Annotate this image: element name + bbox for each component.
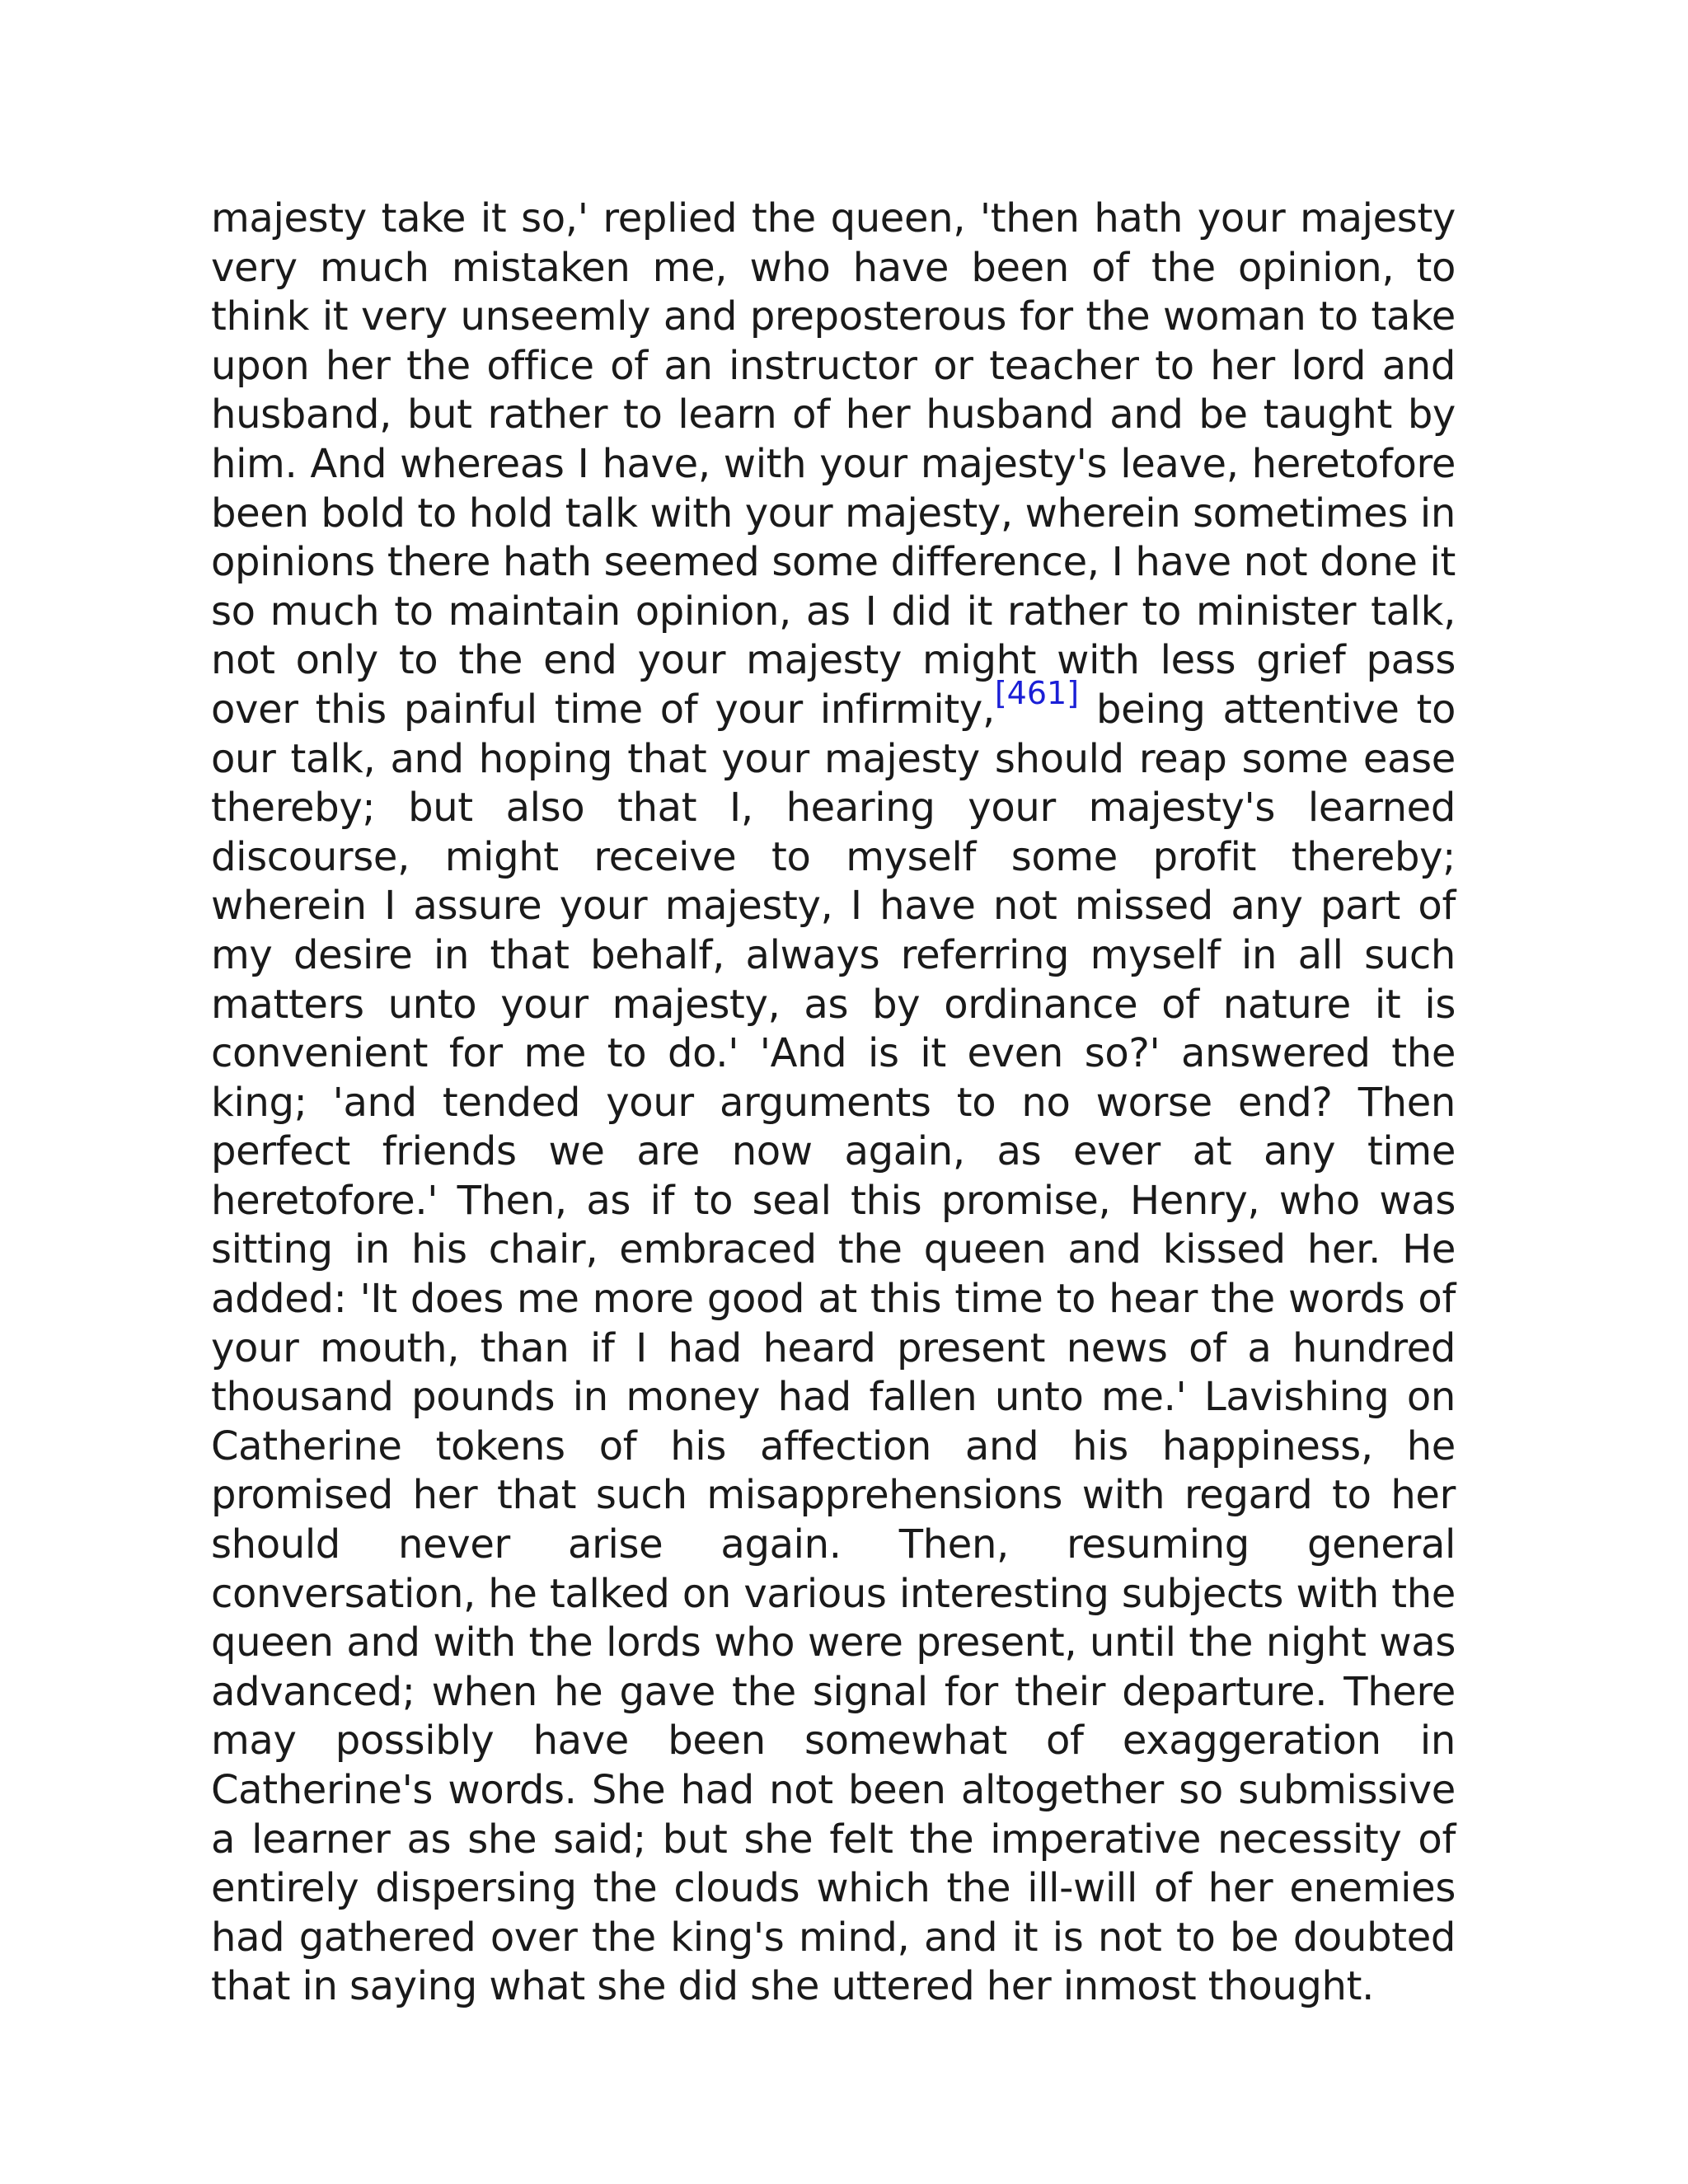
document-page — [211, 194, 1456, 2012]
paragraph-text-before-note: majesty take it so,' replied the queen, 'then hath your majesty very much mistaken me, who have been of the opinion, to think it very unseemly and preposterous for the woman to take upon her the office of an instructor or teacher to her lord and husband, but rather to learn of her husband and be taught by him. And whereas I have, with your majesty's leave, heretofore been bold to hold talk with your majesty, wherein sometimes in opinions there hath seemed some difference, I have not done it so much to maintain opinion, as I did it rather to minister talk, not only to the end your majesty might with less grief pass over this painful time of your infirmity, — [211, 195, 1456, 733]
body-paragraph — [211, 194, 1456, 2012]
footnote-link[interactable]: [461] — [994, 675, 1080, 712]
paragraph-text-after-note: being attentive to our talk, and hoping that your majesty should reap some ease thereby; but also that I, hearing your majesty's learned discourse, might receive to myself some profit thereby; wherein I assure your majesty, I have not missed any part of my desire in that behalf, always referring myself in all such matters unto your majesty, as by ordinance of nature it is convenient for me to do.' 'And is it even so?' answered the king; 'and tended your arguments to no worse end? Then perfect friends we are now again, as ever at any time heretofore.' Then, as if to seal this promise, Henry, who was sitting in his chair, embraced the queen and kissed her. He added: 'It does me more good at this time to hear the words of your mouth, than if I had heard present news of a hundred thousand pounds in money had fallen unto me.' Lavishing on Catherine tokens of his affection and his happiness, he promised her that such misapprehensions with regard to her should never arise again. Then, resuming general conversation, he talked on various interesting subjects with the queen and with the lords who were present, until the night was advanced; when he gave the signal for their departure. There may possibly have been somewhat of exaggeration in Catherine's words. She had not been altogether so submissive a learner as she said; but she felt the imperative necessity of entirely dispersing the clouds which the ill-will of her enemies had gathered over the king's mind, and it is not to be doubted that in saying what she did she uttered her inmost thought. — [211, 686, 1456, 2010]
